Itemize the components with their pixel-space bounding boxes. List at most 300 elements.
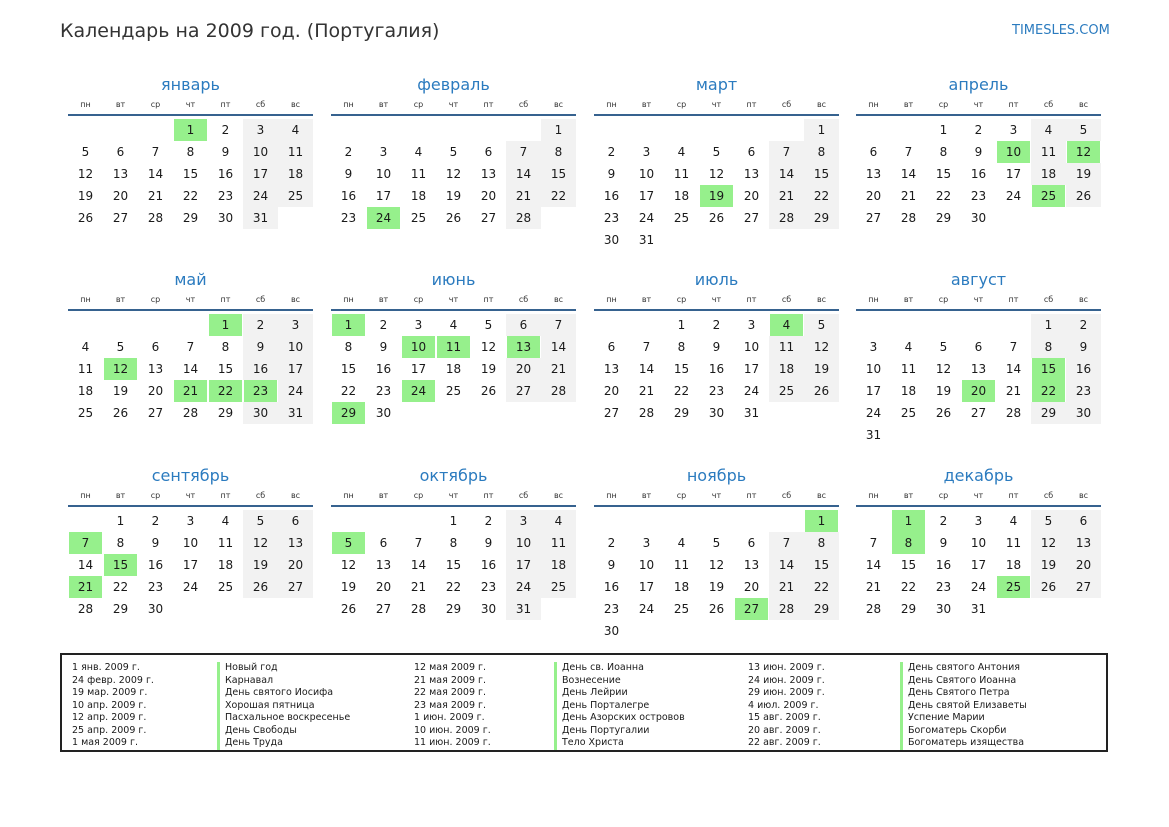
day-cell: 20 <box>506 358 541 380</box>
day-cell: 11 <box>900 362 917 376</box>
empty-cell <box>961 314 996 336</box>
day-cell: 27 <box>603 406 620 420</box>
holiday-day-cell: 11 <box>436 336 471 358</box>
day-cell: 24 <box>638 602 655 616</box>
month-6 <box>331 269 576 424</box>
day-cell: 29 <box>112 602 129 616</box>
day-cell: 29 <box>935 211 952 225</box>
legend-date: 25 апр. 2009 г. <box>72 724 147 736</box>
weekday-label: сб <box>1043 100 1054 109</box>
day-cell: 29 <box>1031 402 1066 424</box>
day-cell: 27 <box>506 380 541 402</box>
day-cell: 27 <box>865 211 882 225</box>
legend-dates-col-2 <box>414 662 491 750</box>
day-cell: 12 <box>77 167 94 181</box>
day-cell: 23 <box>708 384 725 398</box>
day-cell: 22 <box>900 580 917 594</box>
day-cell: 5 <box>449 145 458 159</box>
day-cell: 2 <box>939 514 948 528</box>
day-cell: 26 <box>804 380 839 402</box>
day-cell: 15 <box>804 554 839 576</box>
day-cell: 16 <box>935 558 952 572</box>
day-cell: 6 <box>607 340 616 354</box>
weekday-label: ср <box>150 295 161 304</box>
day-cell: 2 <box>712 318 721 332</box>
legend-date: 1 июн. 2009 г. <box>414 712 485 723</box>
day-cell: 8 <box>449 536 458 550</box>
day-cell: 18 <box>541 554 576 576</box>
day-cell: 8 <box>186 145 195 159</box>
day-cell: 14 <box>638 362 655 376</box>
weekday-label: вс <box>1078 100 1089 109</box>
day-cell: 28 <box>77 602 94 616</box>
day-cell: 23 <box>603 211 620 225</box>
day-cell: 1 <box>804 119 839 141</box>
day-cell: 12 <box>1031 532 1066 554</box>
days-grid <box>594 119 839 251</box>
weekday-header <box>68 487 313 507</box>
weekday-label: ср <box>413 491 424 500</box>
day-cell: 7 <box>541 314 576 336</box>
day-cell: 4 <box>81 340 90 354</box>
day-cell: 21 <box>638 384 655 398</box>
month-name: август <box>950 270 1007 289</box>
days-grid <box>594 510 839 642</box>
weekday-header <box>331 96 576 116</box>
legend-date: 19 мар. 2009 г. <box>72 687 148 698</box>
day-cell: 21 <box>865 580 882 594</box>
day-cell: 3 <box>1009 123 1018 137</box>
day-cell: 17 <box>638 580 655 594</box>
day-cell: 27 <box>147 406 164 420</box>
empty-cell <box>366 510 401 532</box>
holiday-day-cell: 1 <box>173 119 208 141</box>
empty-cell <box>401 510 436 532</box>
weekday-label: пт <box>1008 491 1019 500</box>
weekday-label: чт <box>448 295 459 304</box>
day-cell: 15 <box>900 558 917 572</box>
day-cell: 13 <box>743 558 760 572</box>
day-cell: 8 <box>939 145 948 159</box>
days-grid <box>68 119 313 229</box>
weekday-header <box>856 96 1101 116</box>
day-cell: 22 <box>673 384 690 398</box>
day-cell: 9 <box>1066 336 1101 358</box>
weekday-label: сб <box>781 491 792 500</box>
day-cell: 2 <box>221 123 230 137</box>
day-cell: 16 <box>243 358 278 380</box>
day-cell: 29 <box>900 602 917 616</box>
day-cell: 30 <box>147 602 164 616</box>
day-cell: 19 <box>1031 554 1066 576</box>
empty-cell <box>594 119 629 141</box>
day-cell: 13 <box>375 558 392 572</box>
day-cell: 1 <box>541 119 576 141</box>
days-grid <box>331 314 576 424</box>
weekday-label: чт <box>448 491 459 500</box>
day-cell: 14 <box>410 558 427 572</box>
weekday-label: вт <box>378 100 389 109</box>
day-cell: 7 <box>869 536 878 550</box>
day-cell: 9 <box>712 340 721 354</box>
day-cell: 4 <box>1031 119 1066 141</box>
weekday-label: сб <box>781 100 792 109</box>
day-cell: 29 <box>182 211 199 225</box>
legend-holiday-name: День Лейрии <box>562 687 628 698</box>
day-cell: 20 <box>865 189 882 203</box>
day-cell: 10 <box>638 167 655 181</box>
day-cell: 19 <box>243 554 278 576</box>
legend-holiday-name: Богоматерь Скорби <box>908 724 1007 736</box>
day-cell: 8 <box>804 141 839 163</box>
day-cell: 26 <box>935 406 952 420</box>
day-cell: 9 <box>151 536 160 550</box>
empty-cell <box>769 119 804 141</box>
empty-cell <box>173 314 208 336</box>
day-cell: 12 <box>243 532 278 554</box>
weekday-label: пт <box>220 100 231 109</box>
day-cell: 11 <box>673 558 690 572</box>
day-cell: 17 <box>243 163 278 185</box>
day-cell: 19 <box>804 358 839 380</box>
day-cell: 4 <box>541 510 576 532</box>
day-cell: 31 <box>506 598 541 620</box>
weekday-label: пн <box>343 491 354 500</box>
legend-holiday-name: День Свободы <box>225 724 297 736</box>
day-cell: 7 <box>186 340 195 354</box>
weekday-label: сб <box>781 295 792 304</box>
day-cell: 1 <box>1031 314 1066 336</box>
month-name: сентябрь <box>151 466 230 485</box>
day-cell: 30 <box>970 211 987 225</box>
day-cell: 3 <box>747 318 756 332</box>
day-cell: 15 <box>673 362 690 376</box>
legend-date: 11 июн. 2009 г. <box>414 737 491 748</box>
weekday-label: вт <box>903 100 914 109</box>
weekday-label: сб <box>255 100 266 109</box>
legend-date: 20 авг. 2009 г. <box>748 724 821 736</box>
day-cell: 20 <box>743 189 760 203</box>
legend-date: 21 мая 2009 г. <box>414 674 487 686</box>
holiday-day-cell: 15 <box>103 554 138 576</box>
day-cell: 30 <box>1066 402 1101 424</box>
weekday-header <box>594 487 839 507</box>
legend-holiday-name: Карнавал <box>225 674 274 686</box>
day-cell: 18 <box>769 358 804 380</box>
day-cell: 2 <box>344 145 353 159</box>
holiday-day-cell: 27 <box>734 598 769 620</box>
day-cell: 15 <box>935 167 952 181</box>
day-cell: 16 <box>480 558 497 572</box>
weekday-header <box>856 487 1101 507</box>
day-cell: 18 <box>1005 558 1022 572</box>
weekday-label: пн <box>606 100 617 109</box>
weekday-header <box>68 291 313 311</box>
day-cell: 31 <box>865 428 882 442</box>
month-11 <box>594 465 839 642</box>
legend-holiday-name: День св. Иоанна <box>562 662 644 673</box>
weekday-label: ср <box>150 100 161 109</box>
day-cell: 21 <box>541 358 576 380</box>
holiday-day-cell: 12 <box>1066 141 1101 163</box>
day-cell: 6 <box>1066 510 1101 532</box>
day-cell: 8 <box>677 340 686 354</box>
weekday-label: сб <box>518 295 529 304</box>
weekday-label: вт <box>641 295 652 304</box>
day-cell: 18 <box>410 189 427 203</box>
day-cell: 10 <box>278 336 313 358</box>
day-cell: 14 <box>769 554 804 576</box>
holiday-day-cell: 7 <box>68 532 103 554</box>
day-cell: 31 <box>970 602 987 616</box>
day-cell: 22 <box>112 580 129 594</box>
weekday-label: ср <box>938 491 949 500</box>
day-cell: 25 <box>445 384 462 398</box>
day-cell: 1 <box>677 318 686 332</box>
weekday-label: пн <box>606 491 617 500</box>
day-cell: 26 <box>445 211 462 225</box>
day-cell: 26 <box>708 211 725 225</box>
day-cell: 6 <box>974 340 983 354</box>
day-cell: 16 <box>375 362 392 376</box>
day-cell: 7 <box>642 340 651 354</box>
day-cell: 31 <box>278 402 313 424</box>
day-cell: 4 <box>278 119 313 141</box>
day-cell: 29 <box>804 598 839 620</box>
empty-cell <box>366 119 401 141</box>
weekday-label: вт <box>115 491 126 500</box>
weekday-label: чт <box>973 295 984 304</box>
weekday-label: вс <box>553 491 564 500</box>
day-cell: 14 <box>182 362 199 376</box>
empty-cell <box>138 119 173 141</box>
day-cell: 9 <box>607 558 616 572</box>
empty-cell <box>436 119 471 141</box>
day-cell: 21 <box>900 189 917 203</box>
day-cell: 16 <box>603 189 620 203</box>
holiday-day-cell: 4 <box>769 314 804 336</box>
day-cell: 20 <box>147 384 164 398</box>
legend-date: 4 июл. 2009 г. <box>748 699 819 711</box>
day-cell: 21 <box>147 189 164 203</box>
days-grid <box>68 314 313 424</box>
month-12 <box>856 465 1101 620</box>
day-cell: 10 <box>375 167 392 181</box>
day-cell: 22 <box>340 384 357 398</box>
weekday-label: сб <box>518 491 529 500</box>
weekday-label: вс <box>816 100 827 109</box>
day-cell: 8 <box>541 141 576 163</box>
holiday-day-cell: 1 <box>891 510 926 532</box>
day-cell: 27 <box>375 602 392 616</box>
day-cell: 31 <box>243 207 278 229</box>
day-cell: 11 <box>77 362 94 376</box>
holiday-day-cell: 25 <box>1031 185 1066 207</box>
weekday-label: вс <box>290 491 301 500</box>
day-cell: 13 <box>603 362 620 376</box>
day-cell: 30 <box>243 402 278 424</box>
weekday-label: пн <box>868 100 879 109</box>
day-cell: 11 <box>1005 536 1022 550</box>
day-cell: 26 <box>340 602 357 616</box>
day-cell: 3 <box>642 536 651 550</box>
empty-cell <box>594 314 629 336</box>
day-cell: 23 <box>147 580 164 594</box>
empty-cell <box>996 314 1031 336</box>
weekday-label: чт <box>973 100 984 109</box>
legend-holiday-name: Новый год <box>225 662 278 673</box>
days-grid <box>331 119 576 229</box>
holiday-day-cell: 22 <box>1031 380 1066 402</box>
days-grid <box>68 510 313 620</box>
day-cell: 2 <box>607 536 616 550</box>
day-cell: 18 <box>278 163 313 185</box>
weekday-label: вс <box>816 491 827 500</box>
day-cell: 16 <box>1066 358 1101 380</box>
month-10 <box>331 465 576 620</box>
day-cell: 30 <box>603 624 620 638</box>
weekday-label: ср <box>676 295 687 304</box>
day-cell: 23 <box>340 211 357 225</box>
legend-holiday-name: Пасхальное воскресенье <box>225 712 351 723</box>
weekday-header <box>594 291 839 311</box>
day-cell: 17 <box>638 189 655 203</box>
day-cell: 2 <box>1066 314 1101 336</box>
day-cell: 20 <box>278 554 313 576</box>
day-cell: 20 <box>375 580 392 594</box>
site-logo-link[interactable]: TIMESLES.COM <box>1012 23 1110 38</box>
day-cell: 24 <box>743 384 760 398</box>
day-cell: 23 <box>603 602 620 616</box>
legend-holiday-name: День Порталегре <box>562 699 650 711</box>
holiday-day-cell: 13 <box>506 336 541 358</box>
day-cell: 7 <box>151 145 160 159</box>
day-cell: 24 <box>278 380 313 402</box>
weekday-label: вт <box>378 491 389 500</box>
day-cell: 9 <box>243 336 278 358</box>
weekday-label: ср <box>413 100 424 109</box>
day-cell: 8 <box>221 340 230 354</box>
day-cell: 24 <box>182 580 199 594</box>
empty-cell <box>699 510 734 532</box>
weekday-label: чт <box>711 491 722 500</box>
holiday-day-cell: 29 <box>331 402 366 424</box>
day-cell: 4 <box>449 318 458 332</box>
day-cell: 17 <box>182 558 199 572</box>
day-cell: 21 <box>410 580 427 594</box>
weekday-label: чт <box>711 100 722 109</box>
holiday-day-cell: 15 <box>1031 358 1066 380</box>
legend-date: 22 мая 2009 г. <box>414 687 487 698</box>
legend-holiday-name: Успение Марии <box>908 712 985 723</box>
day-cell: 12 <box>804 336 839 358</box>
holiday-day-cell: 8 <box>891 532 926 554</box>
day-cell: 17 <box>410 362 427 376</box>
day-cell: 8 <box>804 532 839 554</box>
weekday-label: пт <box>1008 100 1019 109</box>
day-cell: 28 <box>147 211 164 225</box>
legend-holiday-name: Вознесение <box>562 674 621 686</box>
weekday-label: ср <box>938 100 949 109</box>
day-cell: 4 <box>1009 514 1018 528</box>
day-cell: 26 <box>112 406 129 420</box>
day-cell: 30 <box>708 406 725 420</box>
day-cell: 18 <box>900 384 917 398</box>
day-cell: 4 <box>414 145 423 159</box>
day-cell: 22 <box>445 580 462 594</box>
empty-cell <box>891 119 926 141</box>
holiday-day-cell: 1 <box>208 314 243 336</box>
day-cell: 18 <box>77 384 94 398</box>
day-cell: 8 <box>344 340 353 354</box>
day-cell: 30 <box>375 406 392 420</box>
month-4 <box>856 74 1101 229</box>
weekday-label: вт <box>903 491 914 500</box>
day-cell: 19 <box>445 189 462 203</box>
day-cell: 26 <box>708 602 725 616</box>
day-cell: 9 <box>379 340 388 354</box>
day-cell: 29 <box>217 406 234 420</box>
day-cell: 15 <box>804 163 839 185</box>
empty-cell <box>664 510 699 532</box>
day-cell: 7 <box>506 141 541 163</box>
day-cell: 15 <box>217 362 234 376</box>
weekday-label: пн <box>606 295 617 304</box>
day-cell: 21 <box>769 185 804 207</box>
day-cell: 25 <box>77 406 94 420</box>
day-cell: 25 <box>673 602 690 616</box>
day-cell: 2 <box>974 123 983 137</box>
day-cell: 19 <box>340 580 357 594</box>
weekday-label: ср <box>413 295 424 304</box>
weekday-label: пн <box>868 491 879 500</box>
day-cell: 12 <box>445 167 462 181</box>
weekday-label: вт <box>115 100 126 109</box>
day-cell: 19 <box>708 580 725 594</box>
legend-holiday-name: День святой Елизаветы <box>908 699 1027 711</box>
day-cell: 19 <box>112 384 129 398</box>
weekday-label: пт <box>220 491 231 500</box>
empty-cell <box>856 119 891 141</box>
day-cell: 23 <box>480 580 497 594</box>
weekday-header <box>594 96 839 116</box>
holiday-day-cell: 5 <box>331 532 366 554</box>
day-cell: 17 <box>970 558 987 572</box>
day-cell: 31 <box>743 406 760 420</box>
empty-cell <box>68 510 103 532</box>
weekday-label: пт <box>483 491 494 500</box>
month-name: июль <box>694 270 739 289</box>
day-cell: 11 <box>1031 141 1066 163</box>
day-cell: 17 <box>375 189 392 203</box>
weekday-label: пт <box>746 100 757 109</box>
day-cell: 5 <box>243 510 278 532</box>
day-cell: 14 <box>865 558 882 572</box>
day-cell: 22 <box>541 185 576 207</box>
month-2 <box>331 74 576 229</box>
legend-date: 10 апр. 2009 г. <box>72 699 147 711</box>
day-cell: 26 <box>77 211 94 225</box>
weekday-label: сб <box>255 295 266 304</box>
holiday-day-cell: 10 <box>996 141 1031 163</box>
day-cell: 13 <box>112 167 129 181</box>
weekday-label: вс <box>1078 295 1089 304</box>
day-cell: 2 <box>484 514 493 528</box>
weekday-label: пн <box>868 295 879 304</box>
empty-cell <box>891 314 926 336</box>
day-cell: 23 <box>1066 380 1101 402</box>
month-name: октябрь <box>419 466 488 485</box>
